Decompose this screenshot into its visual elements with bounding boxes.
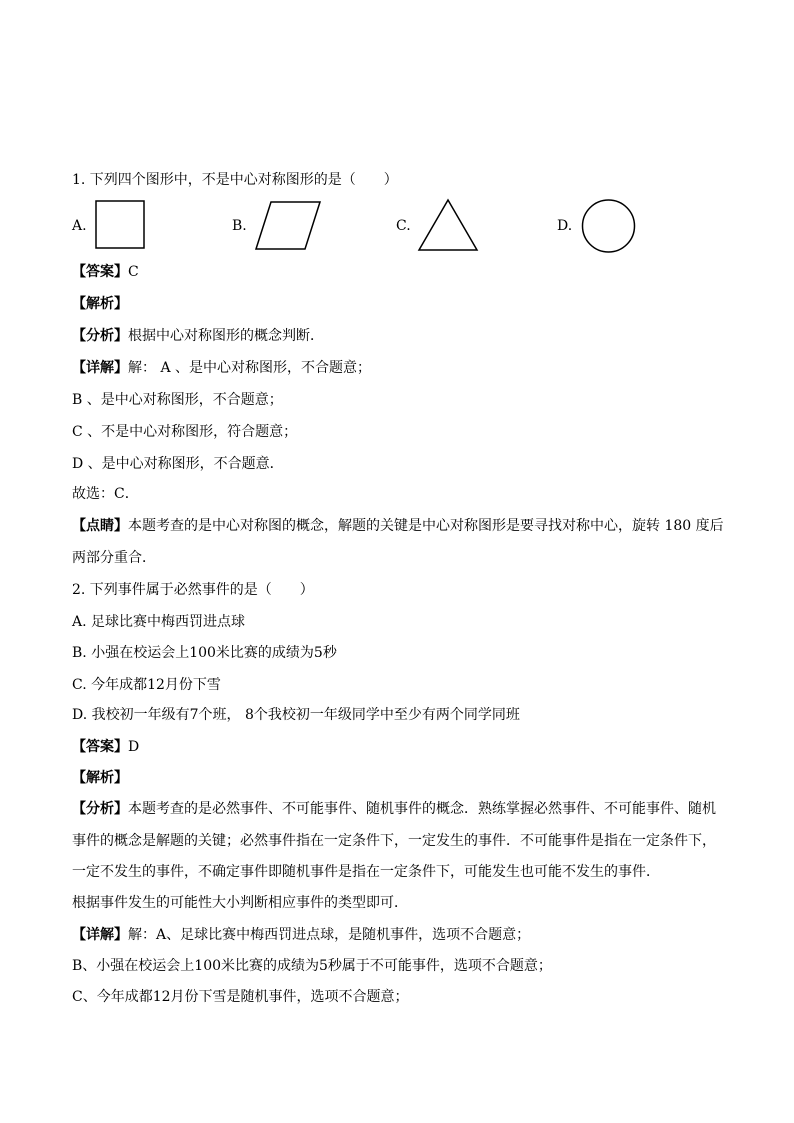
answer-tag: 【答案】 — [72, 264, 128, 280]
detail-text: 解： A 、是中心对称图形，不合题意； — [128, 360, 372, 376]
q2-option-c: C. 今年成都12月份下雪 — [72, 677, 221, 693]
q1-jiexi-heading: 【解析】 — [72, 296, 128, 312]
q1-choice: 故选：C． — [72, 486, 139, 502]
q2-detail-line: C、今年成都12月份下雪是随机事件，选项不合题意； — [72, 989, 409, 1005]
square-icon — [95, 200, 145, 249]
answer-tag: 【答案】 — [72, 739, 128, 755]
q2-answer — [72, 737, 139, 757]
q2-option-d: D. 我校初一年级有7个班， 8个我校初一年级同学中至少有两个同学同班 — [72, 707, 520, 723]
parallelogram-icon — [255, 201, 321, 250]
q2-stem: 2. 下列事件属于必然事件的是（ ） — [72, 582, 314, 598]
q1-analysis — [72, 326, 324, 346]
q1-answer — [72, 262, 139, 282]
answer-value: C — [128, 264, 139, 280]
q2-analysis-line: 一定不发生的事件，不确定事件即随机事件是指在一定条件下，可能发生也可能不发生的事件． — [72, 864, 660, 880]
q1-comment-line: 两部分重合． — [72, 550, 156, 566]
q2-option-b: B. 小强在校运会上100米比赛的成绩为5秒 — [72, 645, 337, 661]
circle-icon — [581, 199, 636, 253]
q1-comment — [72, 516, 724, 536]
detail-tag: 【详解】 — [72, 927, 128, 943]
analysis-text: 本题考查的是必然事件、不可能事件、随机事件的概念．熟练掌握必然事件、不可能事件、随机 — [128, 801, 716, 817]
q1-detail-line: B 、是中心对称图形，不合题意； — [72, 392, 283, 408]
q1-option-d-label: D. — [557, 218, 573, 234]
analysis-text: 根据中心对称图形的概念判断． — [128, 328, 324, 344]
q2-analysis — [72, 799, 716, 819]
analysis-tag: 【分析】 — [72, 328, 128, 344]
q1-option-c-label: C. — [396, 218, 411, 234]
comment-tag: 【点睛】 — [72, 518, 128, 534]
detail-text: 解：A、足球比赛中梅西罚进点球，是随机事件，选项不合题意； — [128, 927, 531, 943]
answer-value: D — [128, 739, 140, 755]
q1-detail-line: D 、是中心对称图形，不合题意． — [72, 456, 284, 472]
detail-tag: 【详解】 — [72, 360, 128, 376]
q2-analysis-line: 事件的概念是解题的关键；必然事件指在一定条件下，一定发生的事件．不可能事件是指在一定条件下， — [72, 833, 716, 849]
q2-option-a: A. 足球比赛中梅西罚进点球 — [72, 614, 246, 630]
comment-text: 本题考查的是中心对称图的概念，解题的关键是中心对称图形是要寻找对称中心，旋转 180 度后 — [128, 518, 724, 534]
q2-jiexi-heading: 【解析】 — [72, 770, 128, 786]
q1-stem: 1. 下列四个图形中，不是中心对称图形的是（ ） — [72, 172, 398, 188]
analysis-tag: 【分析】 — [72, 801, 128, 817]
q2-analysis-line: 根据事件发生的可能性大小判断相应事件的类型即可． — [72, 895, 408, 911]
q1-option-b-label: B. — [232, 218, 247, 234]
q1-detail-line: C 、不是中心对称图形，符合题意； — [72, 424, 298, 440]
q2-detail-line: B、小强在校运会上100米比赛的成绩为5秒属于不可能事件，选项不合题意； — [72, 958, 552, 974]
q1-option-a-label: A. — [72, 218, 87, 234]
q1-detail-line — [72, 358, 371, 378]
q2-detail-line — [72, 925, 530, 945]
triangle-icon — [418, 199, 478, 251]
